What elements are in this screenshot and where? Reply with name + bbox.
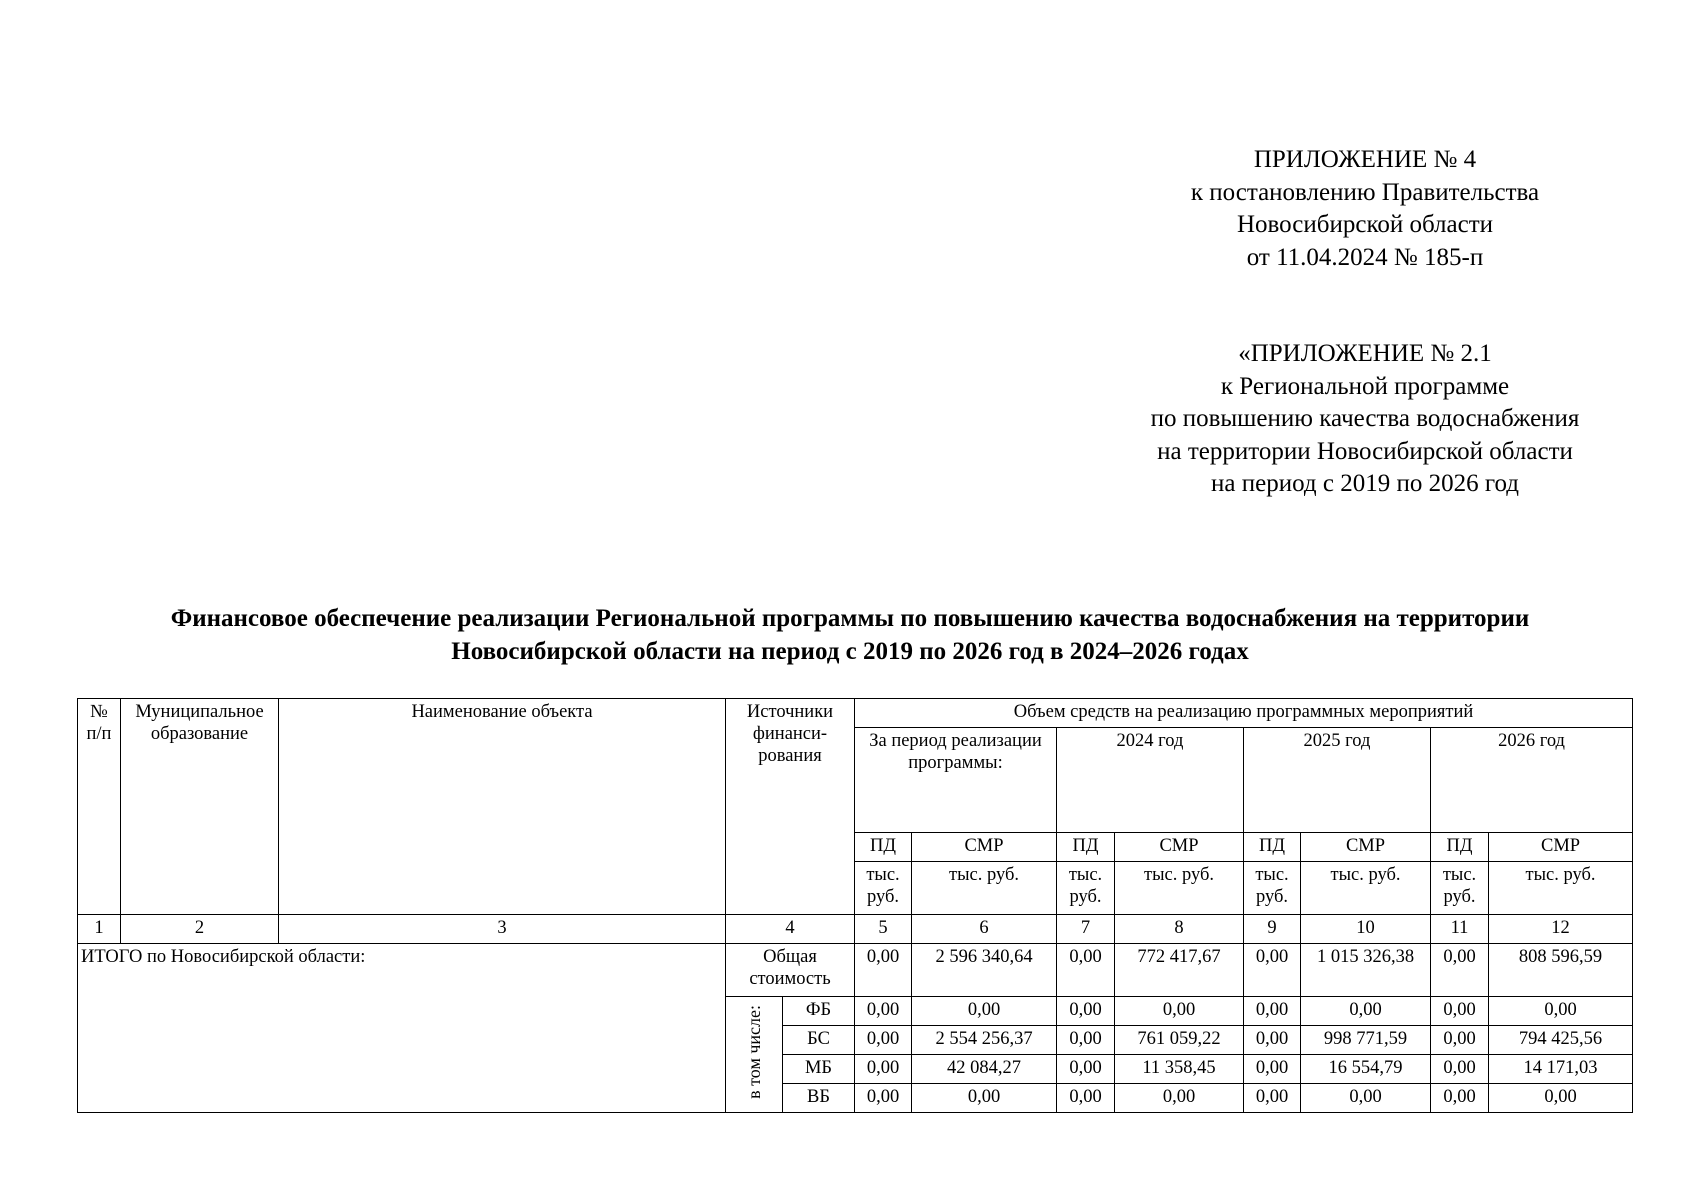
including-label-cell [726, 997, 783, 1113]
source-label: ВБ [783, 1084, 855, 1113]
table-cell: 0,00 [1431, 1055, 1489, 1084]
table-cell: 0,00 [855, 944, 912, 997]
table-cell: 0,00 [1057, 944, 1115, 997]
appendix-2-1-header [1125, 338, 1605, 501]
table-cell: 0,00 [855, 1026, 912, 1055]
appendix-2-1-line: на территории Новосибирской области [1157, 437, 1573, 465]
header-smr: СМР [912, 833, 1057, 862]
document-title-line: Новосибирской области на период с 2019 по 2026 год в 2024–2026 годах [451, 638, 1249, 665]
header-unit-smr: тыс. руб. [1489, 862, 1633, 915]
table-cell: 0,00 [1115, 997, 1244, 1026]
source-label: МБ [783, 1055, 855, 1084]
table-cell: 0,00 [1057, 1084, 1115, 1113]
column-number: 8 [1115, 915, 1244, 944]
table-cell: 1 015 326,38 [1301, 944, 1431, 997]
appendix-2-1-line: по повышению качества водоснабжения [1150, 405, 1580, 432]
finance-table [77, 698, 1633, 1113]
table-cell: 808 596,59 [1489, 944, 1633, 997]
table-cell: 16 554,79 [1301, 1055, 1431, 1084]
table-cell: 0,00 [1431, 944, 1489, 997]
table-cell: 0,00 [855, 1084, 912, 1113]
appendix-4-header [1130, 144, 1600, 274]
table-cell: 998 771,59 [1301, 1026, 1431, 1055]
table-cell: 0,00 [1431, 1026, 1489, 1055]
column-number: 10 [1301, 915, 1431, 944]
header-year-2024: 2024 год [1057, 728, 1244, 833]
header-period-total: За период реализации программы: [855, 728, 1057, 833]
column-number: 4 [726, 915, 855, 944]
table-cell: 2 554 256,37 [912, 1026, 1057, 1055]
header-smr: СМР [1489, 833, 1633, 862]
source-label: БС [783, 1026, 855, 1055]
table-cell: 11 358,45 [1115, 1055, 1244, 1084]
header-volume: Объем средств на реализацию программных мероприятий [855, 699, 1633, 728]
header-sources: Источники финанси-рования [726, 699, 855, 915]
appendix-4-line: от 11.04.2024 № 185-п [1246, 243, 1484, 271]
column-number: 12 [1489, 915, 1633, 944]
header-num: № п/п [78, 699, 121, 915]
header-unit-pd: тыс. руб. [855, 862, 912, 915]
appendix-4-line: к постановлению Правительства [1190, 178, 1540, 206]
table-cell: 0,00 [1057, 997, 1115, 1026]
appendix-4-line: ПРИЛОЖЕНИЕ № 4 [1253, 146, 1477, 173]
total-source-label: Общая стоимость [726, 944, 855, 997]
header-unit-pd: тыс. руб. [1431, 862, 1489, 915]
total-label: ИТОГО по Новосибирской области: [78, 944, 726, 1113]
table-cell: 0,00 [855, 1055, 912, 1084]
table-cell: 0,00 [912, 1084, 1057, 1113]
table-cell: 0,00 [1431, 997, 1489, 1026]
including-label: в том числе: [744, 1004, 764, 1099]
header-object-name: Наименование объекта [279, 699, 726, 915]
table-cell: 761 059,22 [1115, 1026, 1244, 1055]
table-cell: 0,00 [1057, 1026, 1115, 1055]
column-number: 7 [1057, 915, 1115, 944]
table-cell: 794 425,56 [1489, 1026, 1633, 1055]
appendix-2-1-line: «ПРИЛОЖЕНИЕ № 2.1 [1238, 340, 1492, 367]
document-title-line: Финансовое обеспечение реализации Региональной программы по повышению качества водоснабжения на территории [170, 605, 1530, 632]
header-municipality: Муниципальное образование [121, 699, 279, 915]
appendix-4-line: Новосибирской области [1236, 211, 1494, 238]
header-year-2026: 2026 год [1431, 728, 1633, 833]
table-cell: 0,00 [1244, 944, 1301, 997]
table-row-total [78, 944, 1633, 997]
column-number: 11 [1431, 915, 1489, 944]
header-unit-smr: тыс. руб. [1115, 862, 1244, 915]
table-cell: 0,00 [1301, 1084, 1431, 1113]
table-cell: 0,00 [1057, 1055, 1115, 1084]
source-label: ФБ [783, 997, 855, 1026]
table-cell: 0,00 [1301, 997, 1431, 1026]
column-number: 2 [121, 915, 279, 944]
header-unit-pd: тыс. руб. [1244, 862, 1301, 915]
appendix-2-1-line: к Региональной программе [1220, 372, 1510, 400]
header-smr: СМР [1301, 833, 1431, 862]
column-number: 5 [855, 915, 912, 944]
table-cell: 42 084,27 [912, 1055, 1057, 1084]
column-number: 6 [912, 915, 1057, 944]
header-pd: ПД [1431, 833, 1489, 862]
table-cell: 0,00 [1115, 1084, 1244, 1113]
column-number: 3 [279, 915, 726, 944]
table-cell: 772 417,67 [1115, 944, 1244, 997]
table-cell: 0,00 [855, 997, 912, 1026]
table-cell: 0,00 [1244, 1055, 1301, 1084]
header-unit-smr: тыс. руб. [1301, 862, 1431, 915]
header-smr: СМР [1115, 833, 1244, 862]
appendix-2-1-line: на период с 2019 по 2026 год [1211, 470, 1519, 497]
column-number: 1 [78, 915, 121, 944]
table-cell: 0,00 [1244, 1026, 1301, 1055]
header-year-2025: 2025 год [1244, 728, 1431, 833]
table-cell: 0,00 [1244, 997, 1301, 1026]
table-cell: 14 171,03 [1489, 1055, 1633, 1084]
header-pd: ПД [1244, 833, 1301, 862]
header-pd: ПД [855, 833, 912, 862]
table-cell: 0,00 [912, 997, 1057, 1026]
table-cell: 0,00 [1489, 997, 1633, 1026]
header-unit-pd: тыс. руб. [1057, 862, 1115, 915]
header-pd: ПД [1057, 833, 1115, 862]
document-title [60, 602, 1640, 668]
table-cell: 0,00 [1431, 1084, 1489, 1113]
header-unit-smr: тыс. руб. [912, 862, 1057, 915]
column-number: 9 [1244, 915, 1301, 944]
table-cell: 0,00 [1244, 1084, 1301, 1113]
table-cell: 0,00 [1489, 1084, 1633, 1113]
table-cell: 2 596 340,64 [912, 944, 1057, 997]
